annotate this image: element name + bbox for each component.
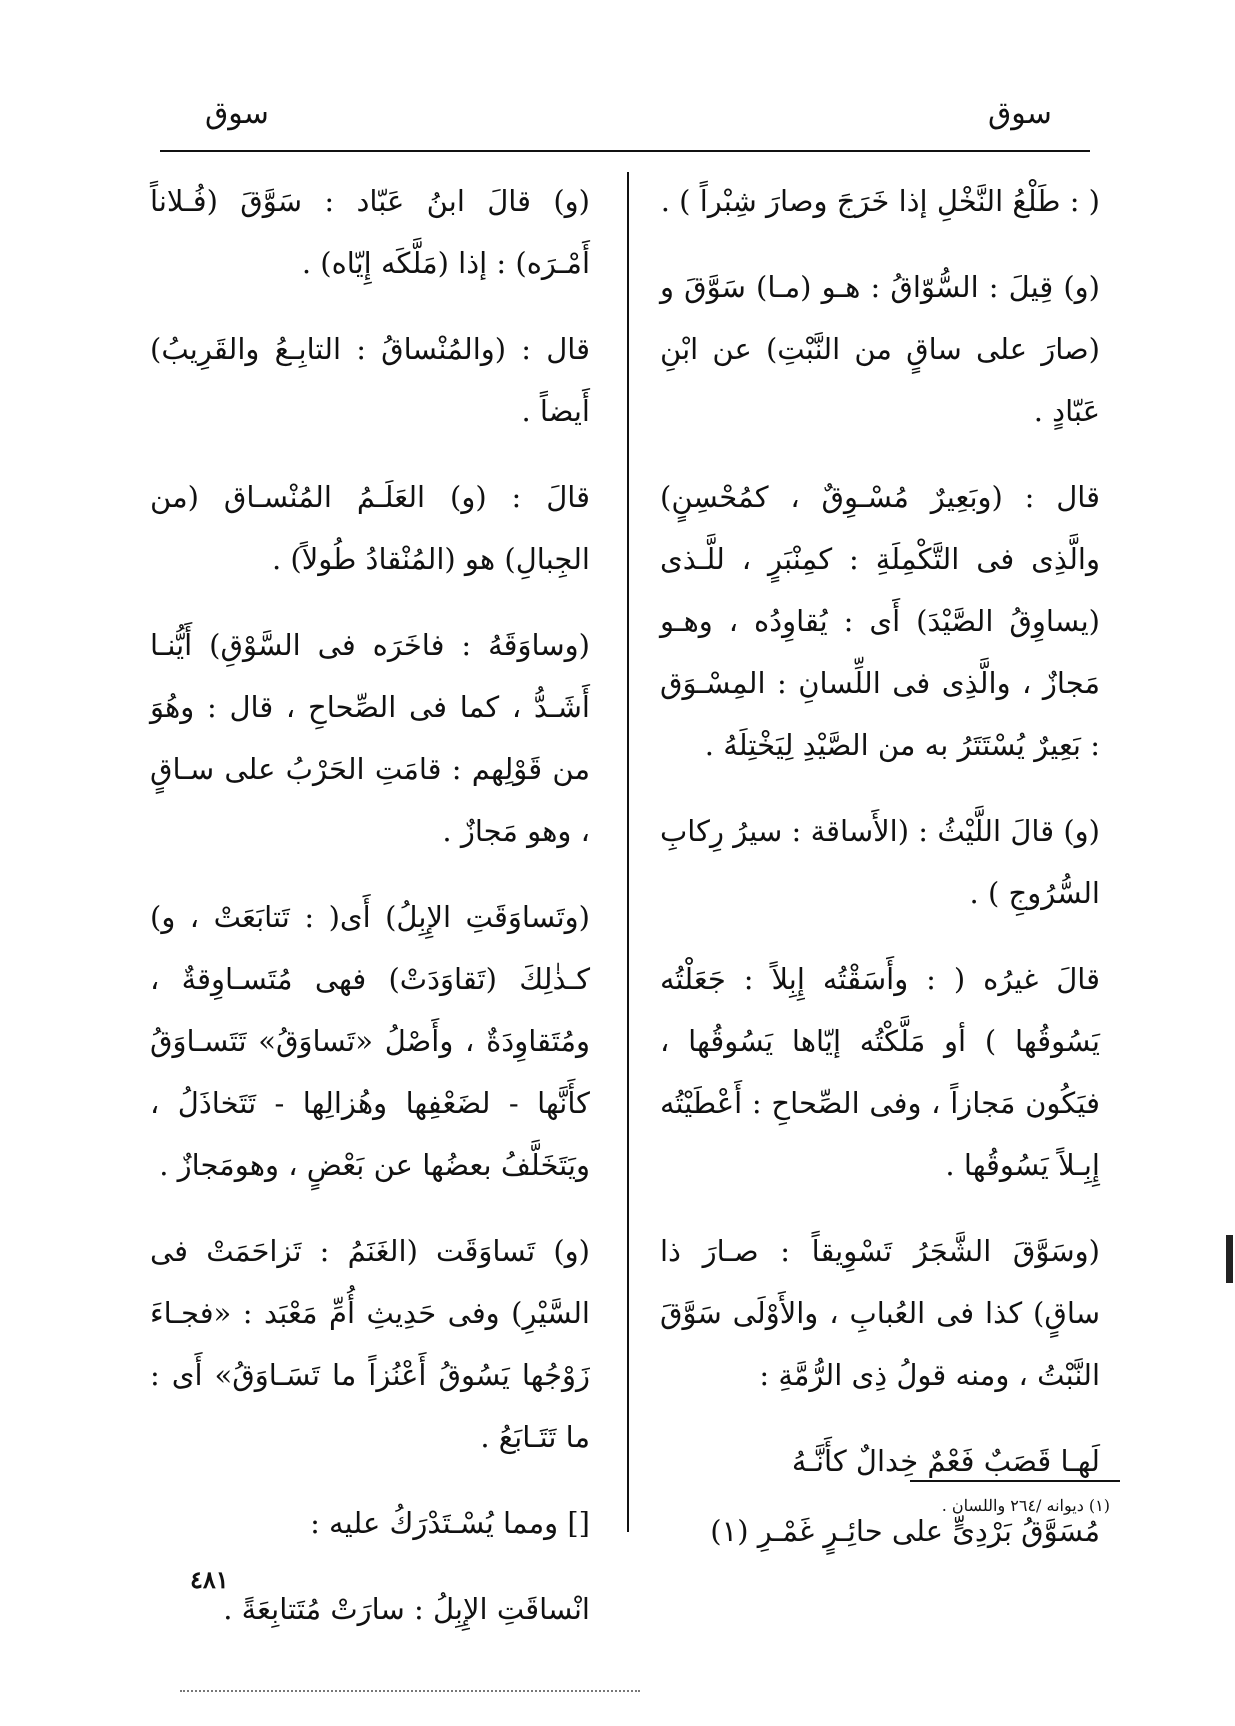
paragraph: [] ومما يُسْـتَدْرَكُ عليه : bbox=[310, 1506, 590, 1540]
paragraph: (وساوَقَهُ : فاخَرَه فى السَّوْقِ) أَيُّنـا أَشَـدُّ ، كما فى الصِّحاحِ ، قال : وهُوَ من قَوْلِهم : قامَتِ الحَرْبُ على سـاقٍ ، وهو مَجازٌ . bbox=[150, 628, 590, 848]
scan-noise bbox=[180, 1690, 640, 1694]
right-column bbox=[660, 170, 1100, 1570]
paragraph: (و) تَساوَقَت (الغَنَمُ : تَزاحَمَتْ فى السَّيْرِ) وفى حَدِيثِ أُمِّ مَعْبَد : «فجـاءَ زَوْجُها يَسُوقُ أَعْنُزاً ما تَسَـاوَقُ» أَى : ما تَتَـابَعُ . bbox=[150, 1234, 590, 1454]
footnote-rule bbox=[910, 1480, 1120, 1482]
paragraph: قال : (وبَعِيرٌ مُسْـوِقٌ ، كمُحْسِنٍ) والَّذِى فى التَّكْمِلَةِ : كمِنْبَرٍ ، للَّـذى (يساوِقُ الصَّيْدَ) أَى : يُقاوِدُه ، وهـو مَجازٌ ، والَّذِى فى اللِّسانِ : المِسْـوَق : بَعِيرٌ يُسْتَتَرُ به من الصَّيْدِ لِيَخْتِلَهُ . bbox=[660, 480, 1100, 762]
left-column bbox=[150, 170, 590, 1664]
paragraph: ( : طَلْعُ النَّخْلِ إذا خَرَجَ وصارَ شِبْراً ) . bbox=[660, 184, 1100, 218]
paragraph: (و) قالَ اللَّيْثُ : (الأَساقة : سيرُ رِكابِ السُّرُوجِ ) . bbox=[660, 814, 1100, 910]
paragraph: (و) قِيلَ : السُّوّاقُ : هـو (مـا) سَوَّقَ و (صارَ على ساقٍ من النَّبْتِ) عن ابْنِ عَبّادٍ . bbox=[660, 270, 1100, 428]
column-divider bbox=[627, 172, 629, 1532]
paragraph: (و) قالَ ابنُ عَبّاد : سَوَّقَ (فُـلاناً أَمْـرَه) : إذا (مَلَّكَه إِيّاه) . bbox=[150, 184, 590, 280]
running-header-left: سوق bbox=[205, 96, 269, 131]
header-rule bbox=[160, 150, 1090, 152]
running-header-right: سوق bbox=[988, 96, 1052, 131]
paragraph: (وتَساوَقَتِ الإِبِلُ) أَى( : تَتابَعَتْ ، و) كـذٰلِكَ (تَقاوَدَتْ) فهى مُتَسـاوِقةٌ ، ومُتَقاوِدَةٌ ، وأَصْلُ «تَساوَقُ» تَتَسـاوَقُ كأَنَّها - لضَعْفِها وهُزالِها - تَتَخاذَلُ ، ويَتَخَلَّفُ بعضُها عن بَعْضٍ ، وهومَجازٌ . bbox=[150, 900, 590, 1182]
paragraph: انْساقَتِ الإِبِلُ : سارَتْ مُتَتابِعَةً . bbox=[223, 1592, 590, 1626]
verse-line: لَهـا قَصَبٌ فَعْمٌ خِدالٌ كأَنَّـهُ bbox=[791, 1444, 1100, 1478]
footnote: (١) ديوانه /٢٦٤ واللسان . bbox=[941, 1496, 1110, 1515]
page-number: ٤٨١ bbox=[190, 1565, 229, 1594]
paragraph: قالَ : (و) العَلَـمُ المُنْسـاق (من الجِبالِ) هو (المُنْقادُ طُولاً) . bbox=[150, 480, 590, 576]
paragraph: قال : (والمُنْساقُ : التابِـعُ والقَرِيبُ) أَيضاً . bbox=[150, 332, 590, 428]
verse-line: مُسَوَّقُ بَرْدِىٍّ على حائِـرٍ غَمْـرِ (١) bbox=[710, 1514, 1100, 1548]
margin-mark bbox=[1226, 1235, 1233, 1283]
paragraph: قالَ غيرُه ( : وأَسَقْتُه إِبِلاً : جَعَلْتُه يَسُوقُها ) أو مَلَّكْتُه إيّاها يَسُوقُها ، فيَكُون مَجازاً ، وفى الصِّحاحِ : أَعْطَيْتُه إِبِـلاً يَسُوقُها . bbox=[660, 962, 1100, 1182]
paragraph: (وسَوَّقَ الشَّجَرُ تَسْوِيقاً : صـارَ ذا ساقٍ) كذا فى العُبابِ ، والأَوْلَى سَوَّقَ النَّبْتُ ، ومنه قولُ ذِى الرُّمَّةِ : bbox=[660, 1234, 1100, 1392]
